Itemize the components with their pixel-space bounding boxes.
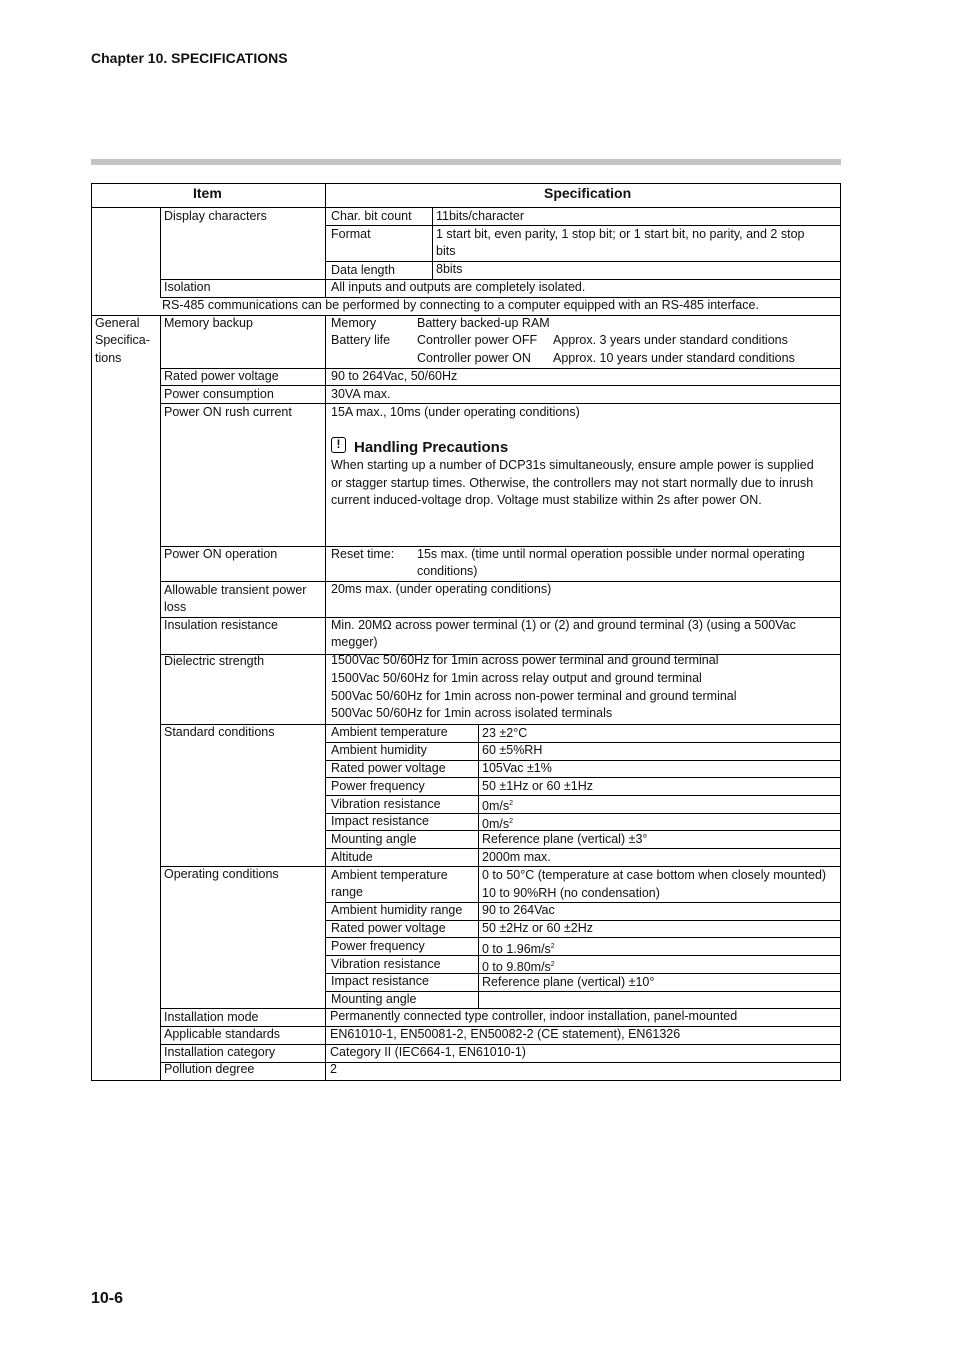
item-value: 500Vac 50/60Hz for 1min across non-power terminal and ground terminal: [331, 689, 737, 703]
item-label: Rated power voltage: [164, 369, 279, 383]
item-value: EN61010-1, EN50081-2, EN50082-2 (CE statement), EN61326: [330, 1027, 681, 1041]
chapter-heading: Chapter 10. SPECIFICATIONS: [91, 50, 288, 66]
item-value: Category II (IEC664-1, EN61010-1): [330, 1045, 526, 1059]
item-value: Min. 20MΩ across power terminal (1) or (2) and ground terminal (3) (using a 500Vac: [331, 618, 796, 632]
sub-value: $0m/s^2$: [482, 799, 513, 814]
sub-value: $0m/s^2$: [482, 817, 513, 832]
row-line: [160, 1062, 841, 1063]
sub-value: Reference plane (vertical) ±10°: [482, 975, 655, 989]
sub-value: Approx. 10 years under standard conditions: [553, 351, 795, 365]
item-label: Power consumption: [164, 387, 274, 401]
group-label: Specifica-: [95, 333, 150, 347]
item-label: Display characters: [164, 209, 267, 223]
item-label: loss: [164, 600, 187, 614]
sub-value: 0 to $9.80m/s^2$: [482, 960, 555, 975]
sub-label: Impact resistance: [331, 974, 429, 988]
column-header-item: Item: [193, 185, 222, 201]
sub-label: Rated power voltage: [331, 921, 446, 935]
sub-value: bits: [436, 244, 456, 258]
sub-value: 10 to 90%RH (no condensation): [482, 886, 660, 900]
item-value: 20ms max. (under operating conditions): [331, 582, 552, 596]
rs485-note: RS-485 communications can be performed by connecting to a computer equipped with an RS-485 interface.: [162, 298, 759, 312]
page-number: 10-6: [91, 1290, 124, 1307]
item-label: Memory backup: [164, 316, 253, 330]
item-label: Pollution degree: [164, 1062, 255, 1076]
group-label: tions: [95, 351, 122, 365]
row-line: [432, 207, 433, 279]
sub-value: 15s max. (time until normal operation possible under normal operating: [417, 547, 805, 561]
sub-value: Reference plane (vertical) ±3°: [482, 832, 648, 846]
item-value: 500Vac 50/60Hz for 1min across isolated terminals: [331, 706, 613, 720]
sub-value: 50 ±2Hz or 60 ±2Hz: [482, 921, 593, 935]
sub-label: Ambient temperature: [331, 868, 448, 882]
precaution-text: current induced-voltage drop. Voltage must stabilize within 2s after power ON.: [331, 493, 762, 507]
sub-label: Data length: [331, 263, 395, 277]
item-label: Power ON operation: [164, 547, 278, 561]
sub-value: 1 start bit, even parity, 1 stop bit; or 1 start bit, no parity, and 2 stop: [436, 227, 805, 241]
sub-label: Battery life: [331, 333, 391, 347]
sub-label: Mounting angle: [331, 992, 417, 1006]
sub-value: 11bits/character: [436, 209, 525, 223]
precaution-text: or stagger startup times. Otherwise, the controllers may not start normally due to inrush: [331, 476, 814, 490]
item-label: Isolation: [164, 280, 211, 294]
sub-label: Power frequency: [331, 939, 425, 953]
sub-value: 8bits: [436, 262, 463, 276]
table-border-right: [840, 183, 841, 1081]
item-label: Allowable transient power: [164, 583, 307, 597]
sub-label: Mounting angle: [331, 832, 417, 846]
group-label: General: [95, 316, 140, 330]
item-spec-line: [325, 315, 326, 1081]
item-value: 1500Vac 50/60Hz for 1min across relay output and ground terminal: [331, 671, 702, 685]
sub-value: 0 to $1.96m/s^2$: [482, 942, 555, 957]
sub-label: Controller power ON: [417, 351, 531, 365]
item-value: 30VA max.: [331, 387, 391, 401]
item-label: Insulation resistance: [164, 618, 278, 632]
sub-value: 23 ±2°C: [482, 726, 528, 740]
item-value: 1500Vac 50/60Hz for 1min across power terminal and ground terminal: [331, 653, 719, 667]
item-value: 15A max., 10ms (under operating conditions): [331, 405, 580, 419]
sub-label: range: [331, 885, 363, 899]
sub-label: Power frequency: [331, 779, 425, 793]
sub-label: Memory: [331, 316, 377, 330]
table-border-bottom: [91, 1080, 841, 1081]
sub-label: Vibration resistance: [331, 957, 441, 971]
section-rule: [91, 159, 841, 165]
sub-label: Impact resistance: [331, 814, 429, 828]
sub-label: Vibration resistance: [331, 797, 441, 811]
item-label: Applicable standards: [164, 1027, 281, 1041]
sub-label: Rated power voltage: [331, 761, 446, 775]
sub-value: 0 to 50°C (temperature at case bottom when closely mounted): [482, 868, 827, 882]
table-border-top: [91, 183, 841, 184]
sub-label: Reset time:: [331, 547, 395, 561]
sub-value: 60 ±5%RH: [482, 743, 543, 757]
group-column-line: [160, 315, 161, 1081]
precaution-text: When starting up a number of DCP31s simultaneously, ensure ample power is supplied: [331, 458, 814, 472]
sub-label: Char. bit count: [331, 209, 412, 223]
item-label: Standard conditions: [164, 725, 275, 739]
caution-icon: !: [331, 437, 346, 453]
sub-value: 2000m max.: [482, 850, 551, 864]
table-border-left: [91, 183, 92, 1081]
item-value: Permanently connected type controller, indoor installation, panel-mounted: [330, 1009, 738, 1023]
item-value: 90 to 264Vac, 50/60Hz: [331, 369, 458, 383]
item-spec-line: [325, 183, 326, 298]
item-label: Dielectric strength: [164, 654, 265, 668]
row-line: [325, 261, 841, 262]
column-header-spec: Specification: [544, 185, 632, 201]
sub-value: 105Vac ±1%: [482, 761, 552, 775]
sub-value: 50 ±1Hz or 60 ±1Hz: [482, 779, 593, 793]
item-value: All inputs and outputs are completely isolated.: [331, 280, 586, 294]
sub-label: Format: [331, 227, 371, 241]
sub-value: Approx. 3 years under standard conditions: [553, 333, 788, 347]
item-label: Power ON rush current: [164, 405, 292, 419]
group-column-line: [160, 207, 161, 298]
item-label: Installation category: [164, 1045, 276, 1059]
item-value: 2: [330, 1062, 337, 1076]
precaution-title: Handling Precautions: [354, 439, 509, 456]
item-value: megger): [331, 635, 378, 649]
sub-label: Controller power OFF: [417, 333, 538, 347]
sub-value: 90 to 264Vac: [482, 903, 555, 917]
sub-label: Ambient temperature: [331, 725, 448, 739]
sub-label: Ambient humidity range: [331, 903, 463, 917]
sub-value: conditions): [417, 564, 478, 578]
sub-label: Altitude: [331, 850, 373, 864]
sub-label: Ambient humidity: [331, 743, 427, 757]
item-label: Installation mode: [164, 1010, 259, 1024]
sub-value: Battery backed-up RAM: [417, 316, 550, 330]
item-label: Operating conditions: [164, 867, 279, 881]
